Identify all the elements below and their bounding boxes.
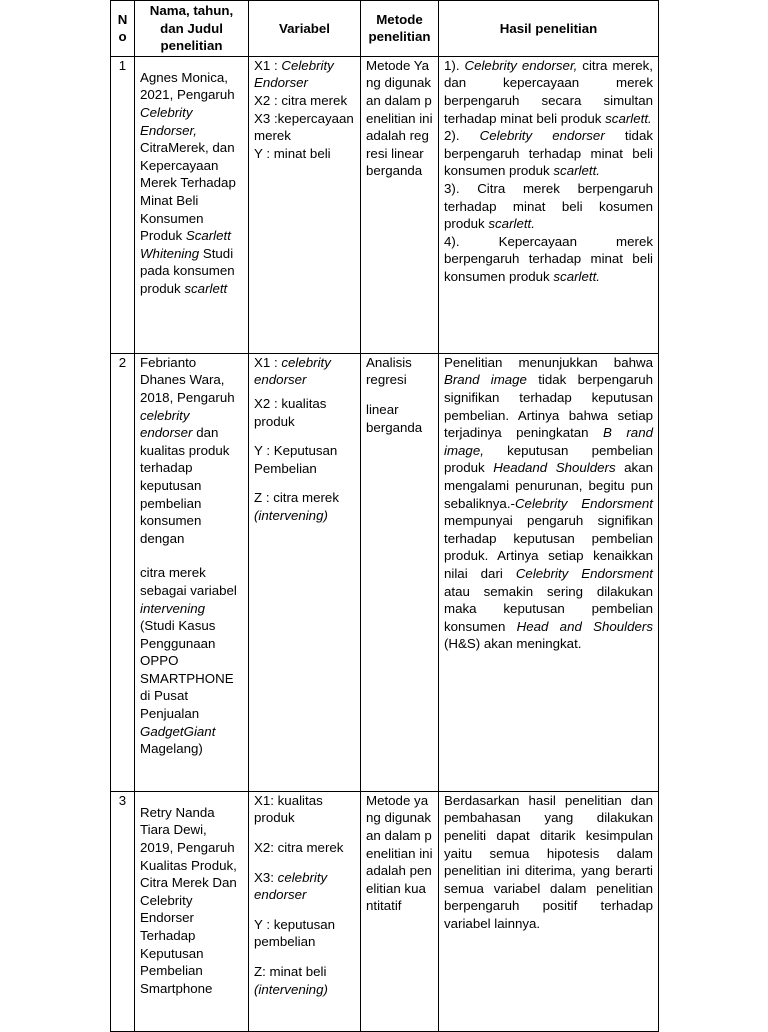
text: Headand Shoulders xyxy=(493,460,616,476)
text: Celebrity Endorsment xyxy=(515,565,653,581)
table-header-row xyxy=(111,1,659,57)
text: tidak berpengaruh signifikan terhadap keputusan pembelian. Artinya bahwa setiap terjadinya peningkatan xyxy=(444,372,653,441)
table-row xyxy=(111,56,659,353)
text: 1). xyxy=(444,57,460,73)
text: Analisis regresi xyxy=(366,354,412,388)
text: Celebrity Endorser, xyxy=(140,104,197,138)
text: keputusan pembelian produk xyxy=(444,442,653,476)
row-variabel xyxy=(249,353,361,791)
text: scarlett. xyxy=(605,110,652,126)
text: Head and Shoulders xyxy=(516,618,653,634)
row-nama xyxy=(135,791,249,1031)
text: Metode yang digunakan dalam penelitian ini adalah penelitian kuantitatif xyxy=(366,792,433,914)
text: citra merek, dan kepercayaan merek berpengaruh secara simultan terhadap minat beli produk xyxy=(444,57,653,126)
text: Scarlett Whitening xyxy=(140,228,231,261)
text: Berdasarkan hasil penelitian dan pembahasan yang dilakukan peneliti dapat ditarik kesimpulan yaitu semua hipotesis dalam penelitian ini diterima, yang berarti semua variabel dalam penelitian berpengaruh positif terhadap variabel lainnya. xyxy=(444,792,653,931)
text: Celebrity endorser xyxy=(479,128,605,144)
table-row xyxy=(111,791,659,1031)
header-hasil: Hasil penelitian xyxy=(439,1,659,57)
text: Febrianto Dhanes Wara, 2018, Pengaruh xyxy=(140,354,235,405)
text: (intervening) xyxy=(254,981,328,997)
text: Z : citra merek xyxy=(254,490,339,506)
text: GadgetGiant xyxy=(140,723,216,739)
text: X1: kualitas produk xyxy=(254,792,323,826)
row-variabel xyxy=(249,56,361,353)
row-nama xyxy=(135,353,249,791)
text: Z: minat beli xyxy=(254,963,327,979)
header-variabel: Variabel xyxy=(249,1,361,57)
text: scarlett. xyxy=(553,268,600,284)
text: 4). Kepercayaan merek berpengaruh terhadap minat beli konsumen produk xyxy=(444,233,653,284)
text: Retry Nanda Tiara Dewi, 2019, Pengaruh Kualitas Produk, Citra Merek Dan Celebrity Endorser Terhadap Keputusan Pembelian Smartphone xyxy=(140,804,237,996)
text: Brand image xyxy=(444,372,527,388)
table-row xyxy=(111,353,659,791)
text: tidak berpengaruh terhadap minat beli konsumen produk xyxy=(444,128,653,179)
text: Metode Yang digunakan dalam penelitian ini adalah regresi linear berganda xyxy=(366,57,433,179)
text: X2: citra merek xyxy=(254,839,344,855)
text: (Studi Kasus Penggunaan OPPO SMARTPHONE di Pusat Penjualan xyxy=(140,618,234,722)
text: scarlett. xyxy=(488,216,535,232)
header-metode: Metode penelitian xyxy=(361,1,439,57)
text: atau semakin sering dilakukan maka keputusan pembelian konsumen xyxy=(444,583,653,634)
text: X1 : xyxy=(254,354,278,370)
text: 3). Citra merek berpengaruh terhadap minat beli kosumen produk xyxy=(444,180,653,232)
text: X1 : xyxy=(254,57,278,73)
header-nama: Nama, tahun, dan Judul penelitian xyxy=(135,1,249,57)
text: celebrity endorser xyxy=(254,869,328,903)
row-hasil xyxy=(439,56,659,353)
text: Y : keputusan pembelian xyxy=(254,916,336,950)
text: Y : minat beli xyxy=(254,145,331,161)
row-nama xyxy=(135,56,249,353)
text: dan kualitas produk terhadap keputusan pembelian konsumen dengan xyxy=(140,425,230,546)
text: linear berganda xyxy=(366,401,423,435)
text: X2 : citra merek xyxy=(254,92,348,108)
row-hasil xyxy=(439,791,659,1031)
row-hasil xyxy=(439,353,659,791)
text: Celebrity endorser, xyxy=(464,57,578,73)
research-table xyxy=(110,0,659,1032)
text: Celebrity Endorsment xyxy=(514,495,653,511)
row-metode xyxy=(361,353,439,791)
text: Agnes Monica, 2021, Pengaruh xyxy=(140,69,235,103)
header-no: N o xyxy=(111,1,135,57)
text: X2 : kualitas produk xyxy=(254,395,327,429)
text: celebrity endorser xyxy=(140,407,193,441)
text: X3 :kepercayaan merek xyxy=(254,110,354,144)
text: Y : Keputusan Pembelian xyxy=(254,443,338,476)
row-number: 2 xyxy=(111,353,135,791)
row-number: 3 xyxy=(111,791,135,1031)
text: CitraMerek, dan Kepercayaan Merek Terhadap Minat Beli Konsumen Produk xyxy=(140,140,236,244)
text: celebrity endorser xyxy=(254,354,331,388)
text: 2). xyxy=(444,128,460,144)
text: akan mengalami penurunan, begitu pun sebaliknya.- xyxy=(444,460,653,511)
text: B rand image, xyxy=(444,425,653,458)
text: X3: xyxy=(254,869,274,885)
text: scarlett xyxy=(184,280,228,296)
text: mempunyai pengaruh signifikan terhadap keputusan pembelian produk. Artinya setiap kenaikkan nilai dari xyxy=(444,513,653,581)
text: Celebrity Endorser xyxy=(254,57,334,91)
text: intervening xyxy=(140,600,206,616)
row-number: 1 xyxy=(111,56,135,353)
text: (H&S) akan meningkat. xyxy=(444,636,582,652)
row-metode xyxy=(361,56,439,353)
text: scarlett. xyxy=(553,163,600,179)
text: (intervening) xyxy=(254,507,328,523)
row-metode xyxy=(361,791,439,1031)
text: citra merek sebagai variabel xyxy=(140,565,237,598)
row-variabel xyxy=(249,791,361,1031)
text: Magelang) xyxy=(140,741,203,757)
text: Studi pada konsumen produk xyxy=(140,245,235,296)
text: Penelitian menunjukkan bahwa xyxy=(444,354,653,370)
